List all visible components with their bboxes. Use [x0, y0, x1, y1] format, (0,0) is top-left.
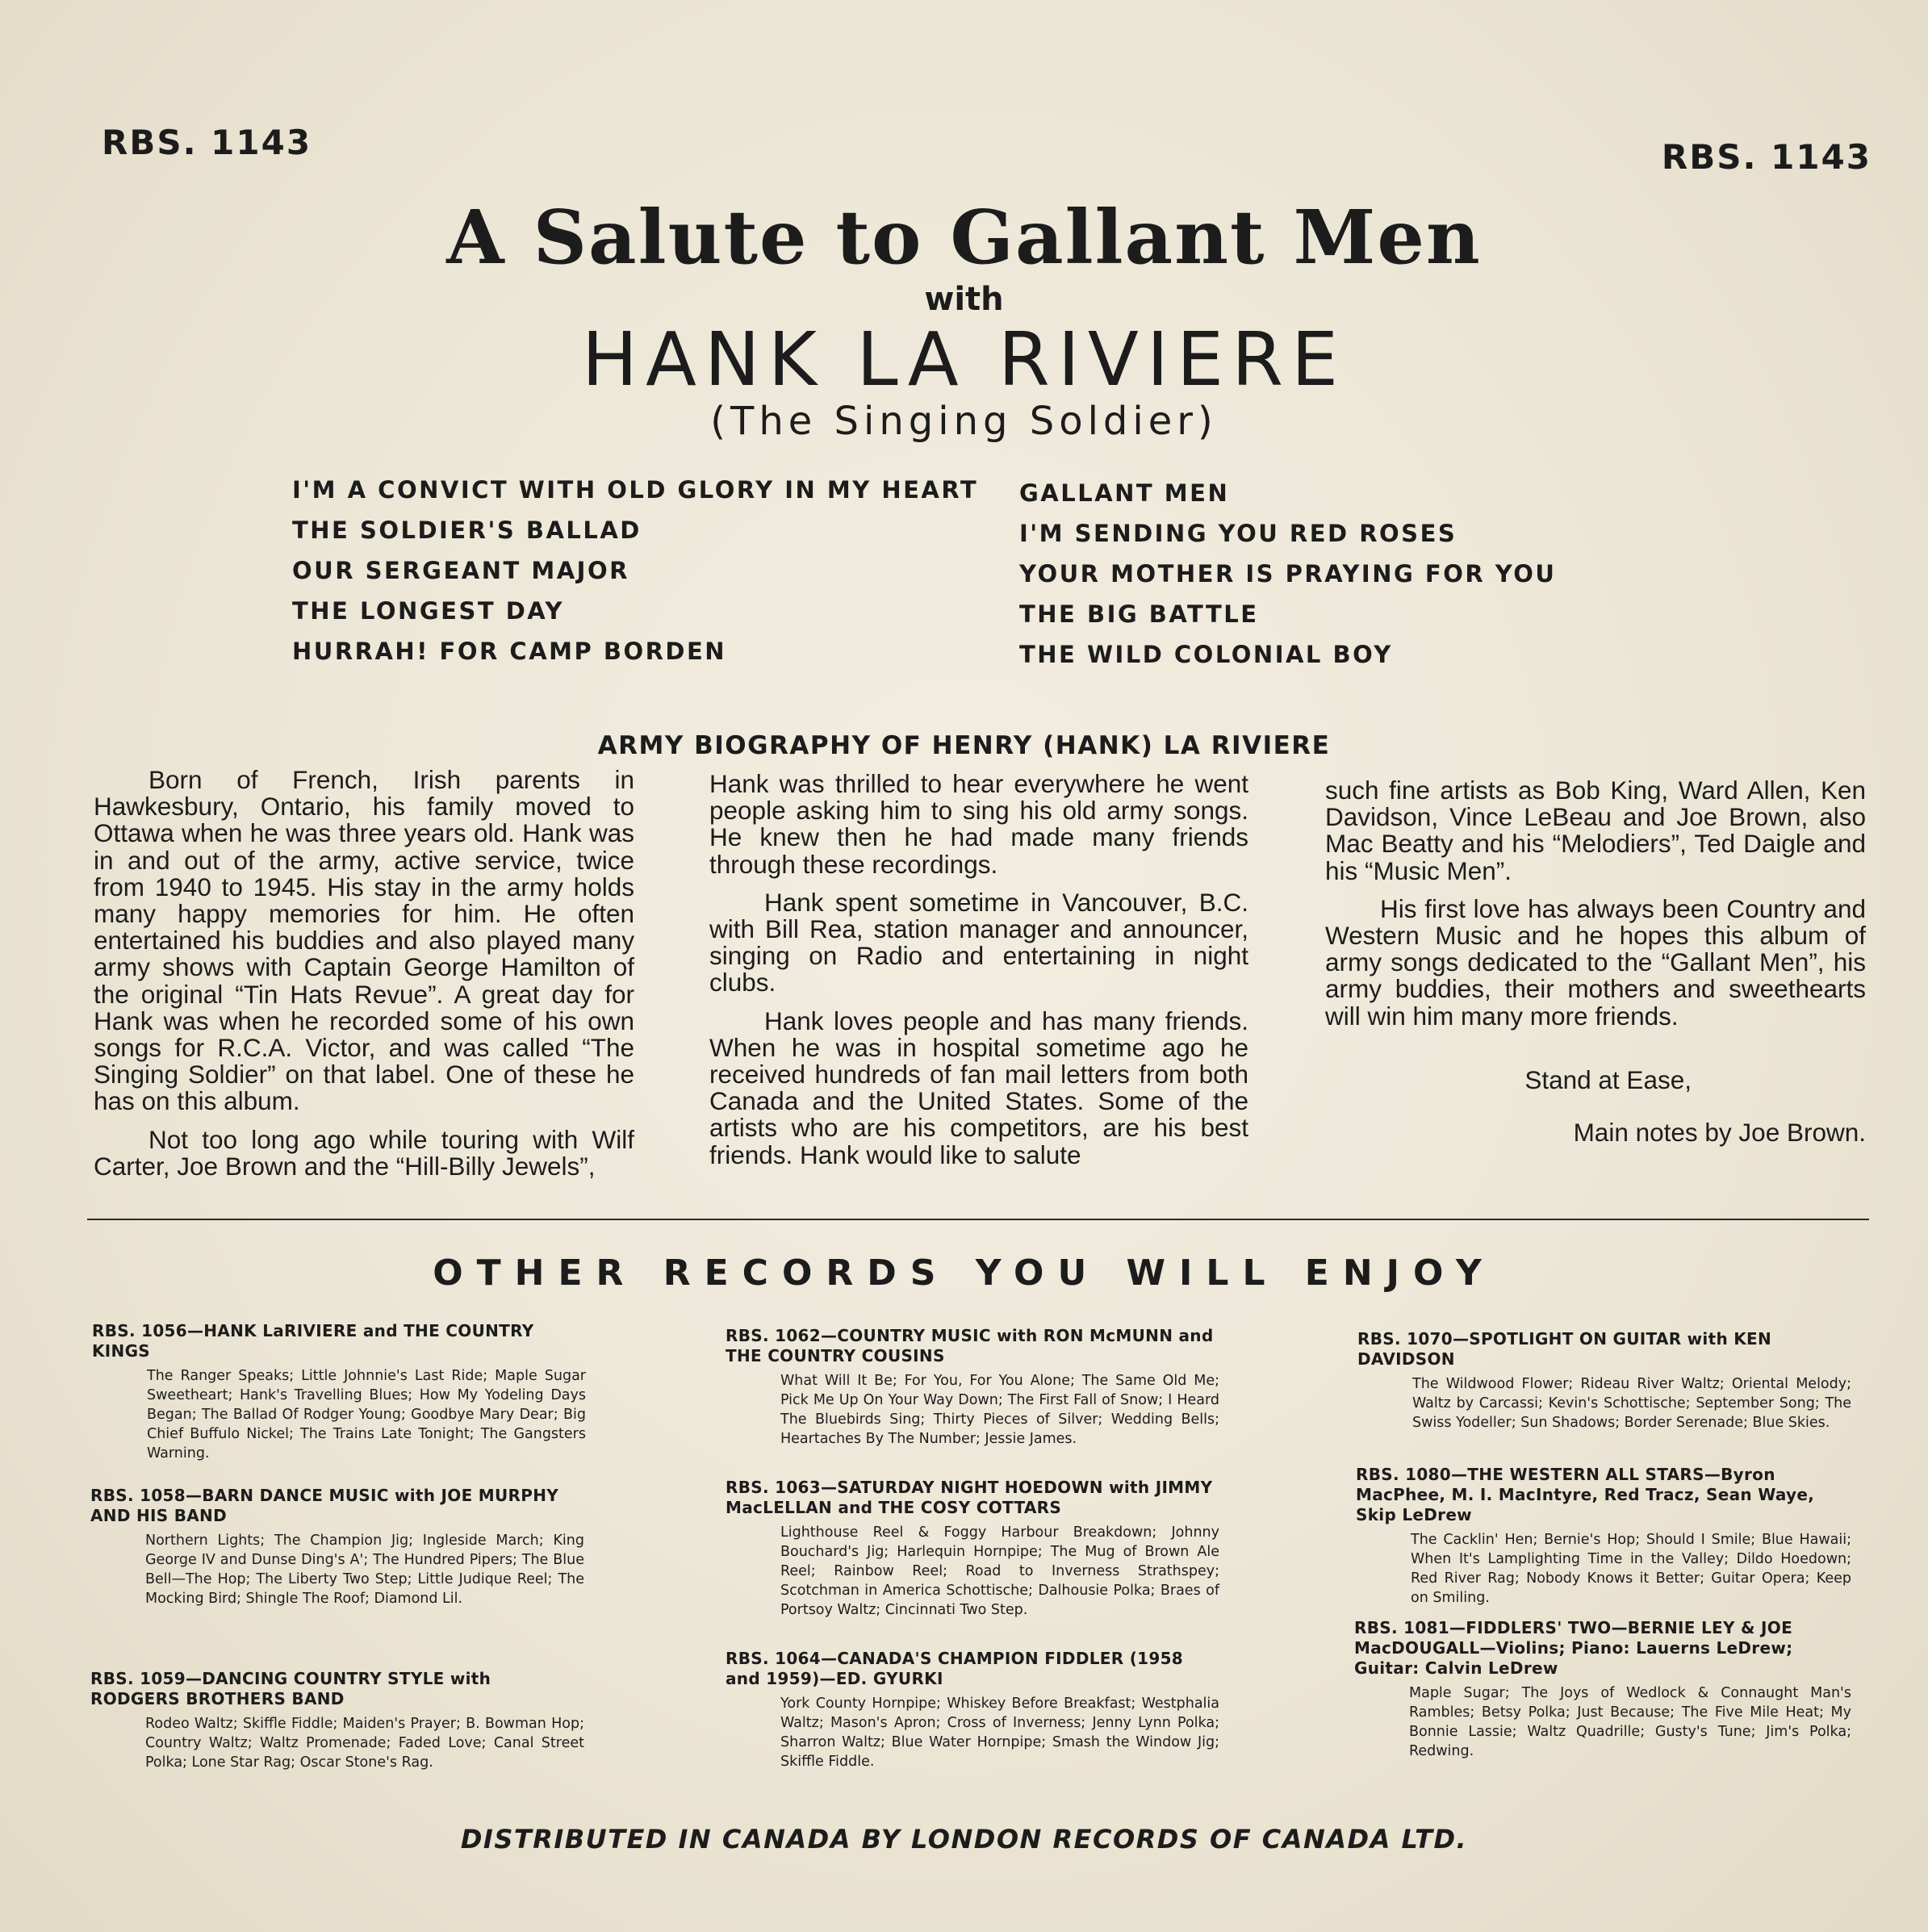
notes-credit: Main notes by Joe Brown.: [1573, 1118, 1866, 1148]
record-tracks: Northern Lights; The Champion Jig; Ingleside March; King George IV and Dunse Ding's A'; The Hundred Pipers; The Blue Bell—The Hop; The Liberty Two Step; Little Judique Reel; The Mocking Bird; Shingle The Roof; Diamond Lil.: [145, 1533, 584, 1607]
track-title: HURRAH! FOR CAMP BORDEN: [292, 638, 727, 665]
sign-off: Stand at Ease,: [1524, 1064, 1692, 1094]
record-tracks: The Cacklin' Hen; Bernie's Hop; Should I Smile; Blue Hawaii; When It's Lamplighting Time in the Valley; Dildo Hoedown; Red River Rag; Nobody Knows it Better; Guitar Opera; Keep on Smiling.: [1411, 1532, 1851, 1606]
album-title: A Salute to Gallant Men: [446, 194, 1482, 281]
record-entry: [726, 1649, 1219, 1771]
record-entry: [726, 1326, 1219, 1449]
track-list-left: [292, 478, 978, 680]
biography-paragraph: His first love has always been Country and Western Music and he hopes this album of army songs dedicated to the “Gallant Men”, his army buddies, their mothers and sweethearts will win him many more friends.: [1325, 893, 1866, 1031]
record-entry: [90, 1669, 584, 1772]
track-title: GALLANT MEN: [1019, 479, 1230, 507]
record-entry: [1357, 1329, 1851, 1432]
track-title: THE WILD COLONIAL BOY: [1019, 641, 1393, 668]
record-tracks: Maple Sugar; The Joys of Wedlock & Connaught Man's Rambles; Betsy Polka; Just Because; The Five Mile Heat; My Bonnie Lassie; Waltz Quadrille; Gusty's Tune; Jim's Polka; Redwing.: [1409, 1685, 1851, 1759]
artist-subtitle: (The Singing Soldier): [710, 399, 1218, 444]
record-tracks: The Wildwood Flower; Rideau River Waltz; Oriental Melody; Waltz by Carcassi; Kevin's Schottische; September Song; The Swiss Yodeller; Sun Shadows; Border Serenade; Blue Skies.: [1412, 1376, 1851, 1431]
record-entry: [1356, 1465, 1851, 1608]
record-title: RBS. 1059—DANCING COUNTRY STYLE with RODGERS BROTHERS BAND: [90, 1669, 491, 1708]
catalog-number-left: RBS. 1143: [102, 123, 312, 162]
track-title: I'M A CONVICT WITH OLD GLORY IN MY HEART: [292, 476, 979, 504]
record-entry: [1354, 1618, 1851, 1761]
artist-name: HANK LA RIVIERE: [581, 316, 1347, 403]
record-title: RBS. 1062—COUNTRY MUSIC with RON McMUNN and THE COUNTRY COUSINS: [726, 1326, 1214, 1365]
record-title: RBS. 1081—FIDDLERS' TWO—BERNIE LEY & JOE MacDOUGALL—Violins; Piano: Lauerns LeDrew; Guitar: Calvin LeDrew: [1354, 1618, 1793, 1678]
record-tracks: York County Hornpipe; Whiskey Before Breakfast; Westphalia Waltz; Mason's Apron; Cross of Inverness; Jenny Lynn Polka; Sharron Waltz; Blue Water Hornpipe; Smash the Window Jig; Skiffle Fiddle.: [780, 1696, 1219, 1770]
track-title: THE SOLDIER'S BALLAD: [292, 516, 642, 544]
record-tracks: Rodeo Waltz; Skiffle Fiddle; Maiden's Prayer; B. Bowman Hop; Country Waltz; Waltz Promenade; Faded Love; Canal Street Polka; Lone Star Rag; Oscar Stone's Rag.: [145, 1716, 584, 1771]
biography-heading: ARMY BIOGRAPHY OF HENRY (HANK) LA RIVIERE: [597, 731, 1331, 760]
record-title: RBS. 1070—SPOTLIGHT ON GUITAR with KEN DAVIDSON: [1357, 1329, 1772, 1369]
track-title: THE LONGEST DAY: [292, 597, 564, 625]
biography-column-1: [94, 767, 634, 1191]
track-title: I'M SENDING YOU RED ROSES: [1019, 520, 1458, 547]
track-list-right: [1019, 481, 1556, 683]
biography-paragraph: Hank spent sometime in Vancouver, B.C. with Bill Rea, station manager and announcer, singing on Radio and entertaining in night clubs.: [709, 887, 1248, 997]
track-title: YOUR MOTHER IS PRAYING FOR YOU: [1019, 560, 1557, 588]
with-label: with: [924, 281, 1004, 318]
record-title: RBS. 1056—HANK LaRIVIERE and THE COUNTRY KINGS: [92, 1321, 534, 1361]
record-title: RBS. 1064—CANADA'S CHAMPION FIDDLER (1958 and 1959)—ED. GYURKI: [726, 1649, 1183, 1688]
record-entry: [92, 1321, 586, 1463]
biography-paragraph: Not too long ago while touring with Wilf Carter, Joe Brown and the “Hill-Billy Jewels”,: [94, 1124, 634, 1181]
record-title: RBS. 1080—THE WESTERN ALL STARS—Byron MacPhee, M. I. MacIntyre, Red Tracz, Sean Waye, Skip LeDrew: [1356, 1465, 1815, 1524]
biography-paragraph: Hank loves people and has many friends. When he was in hospital sometime ago he received hundreds of fan mail letters from both Canada and the United States. Some of the artists who are his competitors, are his best friends. Hank would like to salute: [709, 1006, 1248, 1169]
record-tracks: What Will It Be; For You, For You Alone; The Same Old Me; Pick Me Up On Your Way Down; The First Fall of Snow; I Heard The Bluebirds Sing; Thirty Pieces of Silver; Wedding Bells; Heartaches By The Number; Jessie James.: [780, 1373, 1219, 1447]
other-records-heading: OTHER RECORDS YOU WILL ENJOY: [433, 1252, 1495, 1294]
record-tracks: The Ranger Speaks; Little Johnnie's Last Ride; Maple Sugar Sweetheart; Hank's Travelling Blues; How My Yodeling Days Began; The Ballad Of Rodger Young; Goodbye Mary Dear; Big Chief Buffulo Nickel; The Trains Late Tonight; The Gangsters Warning.: [147, 1368, 586, 1462]
record-tracks: Lighthouse Reel & Foggy Harbour Breakdown; Johnny Bouchard's Jig; Harlequin Hornpipe; The Mug of Brown Ale Reel; Rainbow Reel; Road to Inverness Strathspey; Scotchman in America Schottische; Dalhousie Polka; Braes of Portsoy Waltz; Cincinnati Two Step.: [780, 1524, 1219, 1618]
biography-paragraph: Born of French, Irish parents in Hawkesbury, Ontario, his family moved to Ottawa when he was three years old. Hank was in and out of the army, active service, twice from 1940 to 1945. His stay in the army holds many happy memories for him. He often entertained his buddies and also played many army shows with Captain George Hamilton of the original “Tin Hats Revue”. A great day for Hank was when he recorded some of his own songs for R.C.A. Victor, and was called “The Singing Soldier” on that label. One of these he has on this album.: [94, 765, 634, 1116]
biography-paragraph: such fine artists as Bob King, Ward Allen, Ken Davidson, Vince LeBeau and Joe Brown, also Mac Beatty and his “Melodiers”, Ted Daigle and his “Music Men”.: [1325, 776, 1866, 885]
record-entry: [726, 1478, 1219, 1620]
catalog-number-right: RBS. 1143: [1661, 137, 1872, 177]
section-divider: [87, 1219, 1869, 1220]
biography-column-3: [1325, 777, 1866, 1157]
biography-column-2: [709, 771, 1248, 1180]
track-title: THE BIG BATTLE: [1019, 600, 1259, 628]
biography-paragraph: Hank was thrilled to hear everywhere he went people asking him to sing his old army songs. He knew then he had made many friends through these recordings.: [709, 769, 1248, 879]
distributor-notice: DISTRIBUTED IN CANADA BY LONDON RECORDS OF CANADA LTD.: [460, 1824, 1468, 1855]
record-entry: [90, 1486, 584, 1608]
track-title: OUR SERGEANT MAJOR: [292, 557, 629, 584]
record-title: RBS. 1063—SATURDAY NIGHT HOEDOWN with JIMMY MacLELLAN and THE COSY COTTARS: [726, 1478, 1213, 1517]
record-title: RBS. 1058—BARN DANCE MUSIC with JOE MURPHY AND HIS BAND: [90, 1486, 559, 1525]
